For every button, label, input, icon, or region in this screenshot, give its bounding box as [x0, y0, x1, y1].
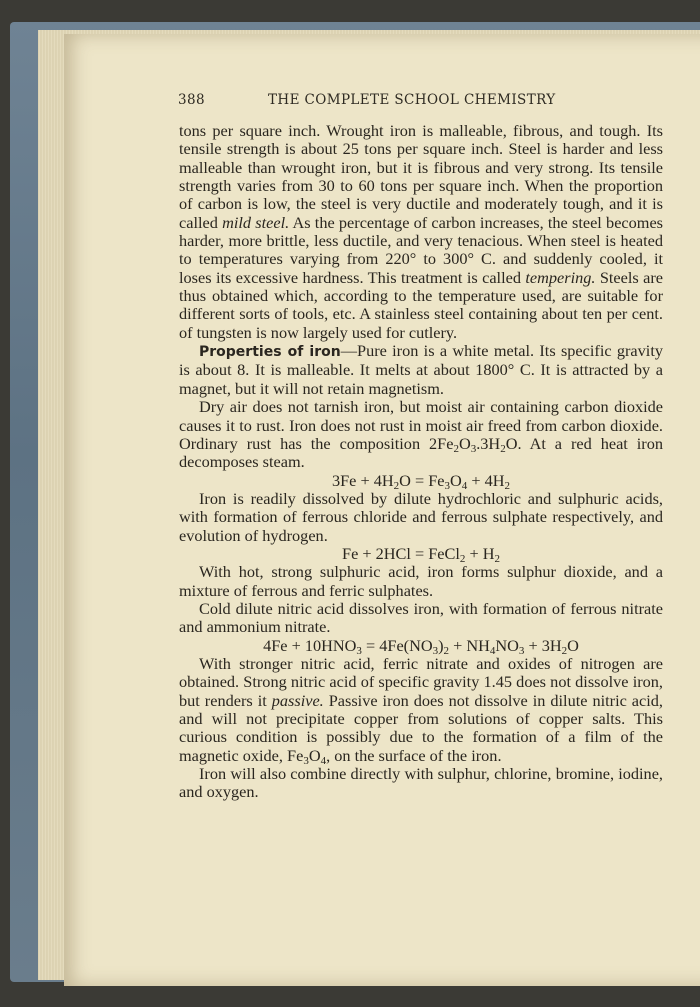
term-tempering: tempering.: [525, 267, 596, 287]
page-number: 388: [178, 92, 205, 108]
paragraph-passive: With stronger nitric acid, ferric nitrate and oxides of nitrogen are obtained. Strong nitric acid of specific gravity 1.45 does not dissolve iron, but renders it passive. Passive iron does not dissolve in dilute nitric acid, and will not precipitate copper from solutions of copper salts. This curious condition is possibly due to the formation of a film of the magnetic oxide, $Fe_3O_4$, on the surface of the iron.: [179, 653, 663, 767]
running-title: THE COMPLETE SCHOOL CHEMISTRY: [268, 92, 556, 108]
equation-hcl: Fe + 2HCl = FeCl$_2$ + $H_2$: [342, 543, 500, 565]
paragraph-properties: Properties of iron—Pure iron is a white metal. Its specific gravity is about 8. It is malleable. It melts at about 1800° C. It is attracted by a magnet, but it will not retain magnetism.: [179, 341, 663, 398]
term-mild-steel: mild steel.: [222, 212, 290, 232]
equation-steam: $3Fe + 4H_2O = Fe_3O_4 + 4H_2$: [331, 470, 511, 492]
running-header: [178, 92, 678, 112]
paragraph-rust: Dry air does not tarnish iron, but moist air containing carbon dioxide causes it to rust. Iron does not rust in moist air freed from carbon dioxide. Ordinary rust has the composition $2Fe_2O_3.3H_2O$. At a red heat iron decomposes steam.: [179, 397, 663, 472]
section-heading: Properties of iron: [199, 344, 341, 361]
equation-nitric: $4Fe + 10HNO_3 = 4Fe(NO_3)_2 + NH_4NO_3 + 3H_2O$: [263, 635, 579, 657]
paragraph-sulphuric: With hot, strong sulphuric acid, iron forms sulphur dioxide, and a mixture of ferrous and ferric sulphates.: [179, 562, 663, 600]
paragraph-nitric: Cold dilute nitric acid dissolves iron, with formation of ferrous nitrate and ammonium nitrate.: [179, 598, 663, 637]
paragraph-steel: tons per square inch. Wrought iron is malleable, fibrous, and tough. Its tensile strength is about 25 tons per square inch. Steel is harder and less malleable than wrought iron, but it is fibrous and very strong. Its tensile strength varies from 30 to 60 tons per square inch. When the proportion of carbon is low, the steel is very ductile and moderately tough, and it is called mild steel. As the percentage of carbon increases, the steel becomes harder, more brittle, less ductile, and very tenacious. When steel is heated to temperatures varying from 220° to 300° C. and suddenly cooled, it loses its excessive hardness. This treatment is called tempering. Steels are thus obtained which, according to the temperature used, are suitable for different sorts of tools, etc. A stainless steel containing about ten per cent. of tungsten is now largely used for cutlery.: [179, 121, 664, 342]
paragraph-acids: Iron is readily dissolved by dilute hydrochloric and sulphuric acids, with formation of ferrous chloride and ferrous sulphate respectively, and evolution of hydrogen.: [179, 488, 663, 545]
term-passive: passive.: [271, 690, 324, 710]
body-text: [179, 122, 663, 802]
paragraph-combine: Iron will also combine directly with sulphur, chlorine, bromine, iodine, and oxygen.: [179, 764, 663, 802]
